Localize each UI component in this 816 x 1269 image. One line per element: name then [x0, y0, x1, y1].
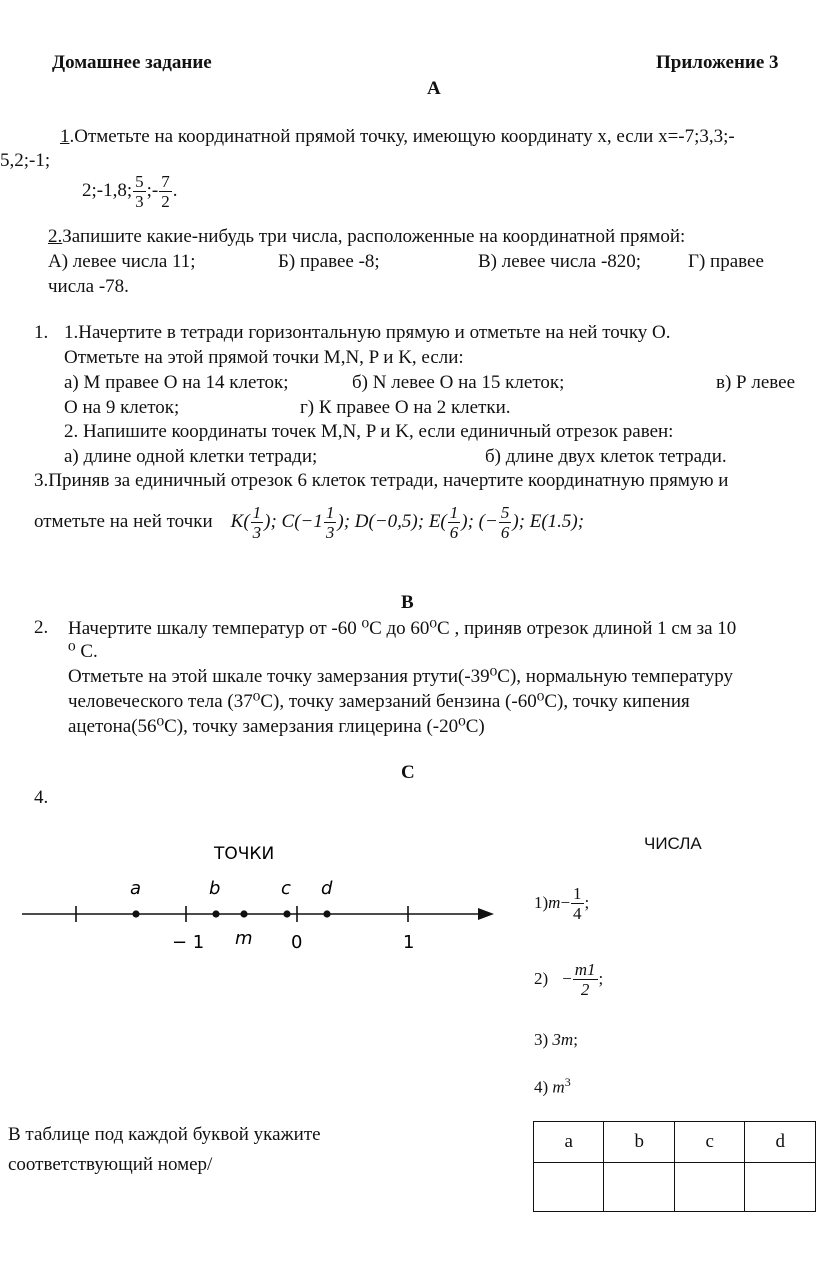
list1-line6a: а) длине одной клетки тетради;	[64, 446, 318, 467]
list1-line3a: а) М правее О на 14 клеток;	[64, 372, 289, 393]
list1-line3b: б) N левее О на 15 клеток;	[352, 372, 565, 393]
list1-line6b: б) длине двух клеток тетради.	[485, 446, 727, 467]
label-zero: 0	[291, 932, 303, 953]
task1-number: 1	[60, 126, 70, 147]
header-cell-c: c	[674, 1122, 744, 1163]
task2-number: 2.	[48, 226, 63, 247]
task2-line1: 2.Запишите какие-нибудь три числа, расположенные на координатной прямой:	[48, 226, 686, 247]
number-option-2: 2) − $\frac{m1}{2}$ ;	[534, 959, 604, 999]
task1-separator: ;-	[146, 179, 159, 201]
point-a	[132, 910, 139, 917]
answer-cell-b[interactable]	[604, 1163, 675, 1212]
fraction-7-2: $\frac{7}{2}$	[161, 172, 170, 211]
task1-values: 2;-1,8;	[82, 179, 133, 201]
header-cell-b: b	[604, 1122, 675, 1163]
section-c-title: С	[401, 762, 415, 783]
instruction-line2: соответствующий номер/	[8, 1154, 213, 1175]
section-c-marker: 4.	[34, 787, 49, 808]
numbers-title: ЧИСЛА	[644, 834, 702, 853]
section-b-marker: 2.	[34, 617, 49, 638]
answer-table-row	[534, 1163, 816, 1212]
task2-line3: числа -78.	[48, 276, 129, 297]
answer-table	[533, 1121, 816, 1212]
label-minus-1: − 1	[172, 932, 205, 953]
section-b-line2: ⁰ С.	[68, 641, 98, 662]
answer-table-header	[534, 1122, 816, 1163]
section-b-line3: Отметьте на этой шкале точку замерзания ртути(-39⁰С), нормальную температуру	[68, 666, 734, 687]
number-line-figure	[0, 830, 510, 960]
list1-line1: 1.Начертите в тетради горизонтальную прямую и отметьте на ней точку О.	[64, 322, 671, 343]
number-option-1: 1) m − $\frac{1}{4}$ ;	[534, 883, 590, 923]
task1-line1	[60, 126, 735, 148]
header-left: Домашнее задание	[52, 52, 212, 73]
list1-line3c: в) Р левее	[716, 372, 796, 393]
label-one: 1	[403, 932, 415, 953]
task2-option-c: В) левее числа -820;	[478, 251, 642, 272]
label-m: m	[235, 928, 253, 949]
fraction-5-3: $\frac{5}{3}$	[135, 172, 144, 211]
task1-text: .Отметьте на координатной прямой точку, имеющую координату х, если х=-7;3,3;-	[69, 126, 735, 147]
instruction-line1: В таблице под каждой буквой укажите	[8, 1124, 321, 1145]
figure-title: ТОЧКИ	[214, 844, 275, 864]
list1-line2: Отметьте на этой прямой точки M,N, P и K, если:	[64, 347, 464, 368]
label-a: a	[130, 878, 142, 899]
axis-arrow	[478, 908, 494, 920]
answer-cell-d[interactable]	[745, 1163, 816, 1212]
section-b-title: В	[401, 592, 414, 613]
label-c: c	[281, 878, 291, 899]
task3-line1: 3.Приняв за единичный отрезок 6 клеток тетради, начертите координатную прямую и	[34, 470, 729, 491]
point-c	[283, 910, 290, 917]
list1-line5: 2. Напишите координаты точек M,N, P и K, если единичный отрезок равен:	[64, 421, 674, 442]
label-b: b	[209, 878, 221, 899]
point-b	[212, 910, 219, 917]
header-right: Приложение 3	[656, 52, 779, 73]
section-b-line1: Начертите шкалу температур от -60 ⁰С до 60⁰С , приняв отрезок длиной 1 см за 10	[68, 618, 737, 639]
header-cell-d: d	[745, 1122, 816, 1163]
section-a-title: А	[427, 78, 441, 99]
task2-option-b: Б) правее -8;	[278, 251, 380, 272]
task3-intro: отметьте на ней точки	[34, 511, 213, 532]
list1-marker: 1.	[34, 322, 49, 343]
point-d	[323, 910, 330, 917]
list1-line4a: О на 9 клеток;	[64, 397, 180, 418]
header-cell-a: a	[534, 1122, 604, 1163]
section-b-line5: ацетона(56⁰С), точку замерзания глицерина (-20⁰С)	[68, 716, 485, 737]
number-option-3: 3) 3m;	[534, 1030, 578, 1049]
number-option-4: 4) $m^3$	[534, 1075, 571, 1097]
section-b-line4: человеческого тела (37⁰С), точку замерзаний бензина (-60⁰С), точку кипения	[68, 691, 690, 712]
task2-option-d: Г) правее	[688, 251, 764, 272]
label-d: d	[321, 878, 333, 899]
point-list: K( $\frac{1}{3}$ ); C(−1 $\frac{1}{3}$ ); D(−0,5); E( $\frac{1}{6}$ ); (− $\frac{5}{6}$ ); E(1.5);	[230, 502, 585, 542]
point-m	[240, 910, 247, 917]
task3-line2	[34, 498, 584, 546]
task1-line3: 2;-1,8; $\frac{5}{3}$ ;- $\frac{7}{2}$ .	[82, 172, 178, 211]
answer-cell-c[interactable]	[674, 1163, 744, 1212]
task2-option-a: А) левее числа 11;	[48, 251, 196, 272]
list1-line4b: г) К правее О на 2 клетки.	[300, 397, 511, 418]
task1-line2: 5,2;-1;	[0, 150, 51, 171]
answer-cell-a[interactable]	[534, 1163, 604, 1212]
